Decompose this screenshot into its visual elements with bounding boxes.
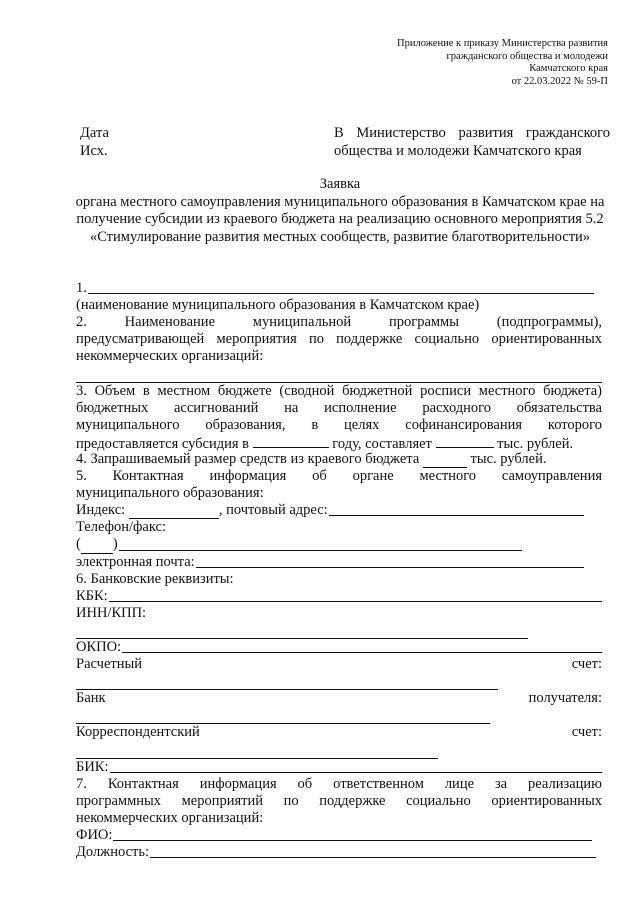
header-line: Приложение к приказу Министерства развития	[397, 38, 608, 49]
year-field[interactable]	[253, 434, 329, 448]
item2-line2: предусматривающей мероприятия по поддержке социально ориентированных	[76, 331, 602, 348]
header-line: Камчатского края	[529, 63, 608, 74]
fio-row: ФИО:	[76, 827, 592, 844]
index-field[interactable]	[129, 505, 219, 519]
header-line: гражданского общества и молодежи	[446, 50, 608, 62]
header-line: от 22.03.2022 № 59-П	[511, 75, 608, 87]
application-form	[76, 280, 602, 861]
item7-line3: некоммерческих организаций:	[76, 809, 264, 826]
item6-heading: 6. Банковские реквизиты:	[76, 570, 234, 587]
date-label: Дата	[80, 125, 109, 141]
corr-account-field[interactable]	[76, 742, 438, 759]
item2-line3: некоммерческих организаций:	[76, 348, 264, 365]
phone-row: ( )	[76, 536, 522, 553]
kbk-field[interactable]	[109, 601, 602, 602]
bik-field[interactable]	[110, 772, 603, 773]
item7-line1: 7. Контактная информация об ответственном лице за реализацию	[76, 775, 602, 792]
okpo-row: ОКПО:	[76, 639, 602, 656]
index-address-row: Индекс: , почтовый адрес:	[76, 502, 584, 519]
appendix-header	[308, 38, 608, 88]
title-text: органа местного самоуправления муниципального образования в Камчатском крае на получение субсидии из краевого бюджета на реализацию основного мероприятия 5.2 «Стимулирование развития местных сообществ, развитие благотворительности»	[75, 193, 605, 245]
item5-line1: 5. Контактная информация об органе местного самоуправления	[76, 468, 602, 485]
position-field[interactable]	[150, 857, 596, 858]
account-field[interactable]	[76, 673, 498, 690]
email-row: электронная почта:	[76, 554, 584, 571]
email-field[interactable]	[196, 567, 584, 568]
account-row: Расчетный счет:	[76, 656, 602, 673]
phone-field[interactable]	[119, 550, 522, 551]
bank-field[interactable]	[76, 707, 490, 724]
inn-field[interactable]	[76, 622, 528, 639]
date-block	[80, 124, 109, 160]
fio-field[interactable]	[113, 840, 592, 841]
inn-label: ИНН/КПП:	[76, 604, 147, 621]
okpo-field[interactable]	[122, 652, 602, 653]
phone-label: Телефон/факс:	[76, 519, 167, 536]
item2-line1: 2. Наименование муниципальной программы (подпрограммы),	[76, 314, 602, 331]
item7-line2: программных мероприятий по поддержке социально ориентированных	[76, 792, 602, 809]
item3-line4: предоставляется субсидия в году, составляет тыс. рублей.	[76, 435, 574, 452]
program-name-field[interactable]	[76, 365, 602, 382]
bik-row: БИК:	[76, 759, 602, 776]
phone-code-field[interactable]	[81, 540, 113, 554]
bank-row: Банк получателя:	[76, 690, 602, 707]
postal-address-field[interactable]	[329, 515, 584, 516]
document-title	[70, 176, 610, 246]
position-row: Должность:	[76, 844, 596, 861]
kbk-row: КБК:	[76, 588, 602, 605]
municipality-name-field[interactable]: 1.	[76, 280, 594, 297]
ref-label: Исх.	[80, 143, 108, 159]
corr-account-row: Корреспондентский счет:	[76, 724, 602, 741]
item4-line: 4. Запрашиваемый размер средств из краевого бюджета тыс. рублей.	[76, 450, 547, 467]
title-word: Заявка	[319, 176, 361, 192]
item3-line2: бюджетных ассигнований на исполнение расходного обязательства	[76, 399, 602, 416]
addressee: В Министерство развития гражданского общества и молодежи Камчатского края	[334, 125, 610, 159]
item5-line2: муниципального образования:	[76, 485, 264, 502]
item3-line3: муниципального образования, в целях софинансирования которого	[76, 416, 602, 433]
amount-field[interactable]	[436, 434, 494, 448]
municipality-caption: (наименование муниципального образования в Камчатском крае)	[76, 297, 480, 314]
requested-amount-field[interactable]	[423, 454, 467, 468]
item3-line1: 3. Объем в местном бюджете (сводной бюджетной росписи местного бюджета)	[76, 382, 602, 399]
